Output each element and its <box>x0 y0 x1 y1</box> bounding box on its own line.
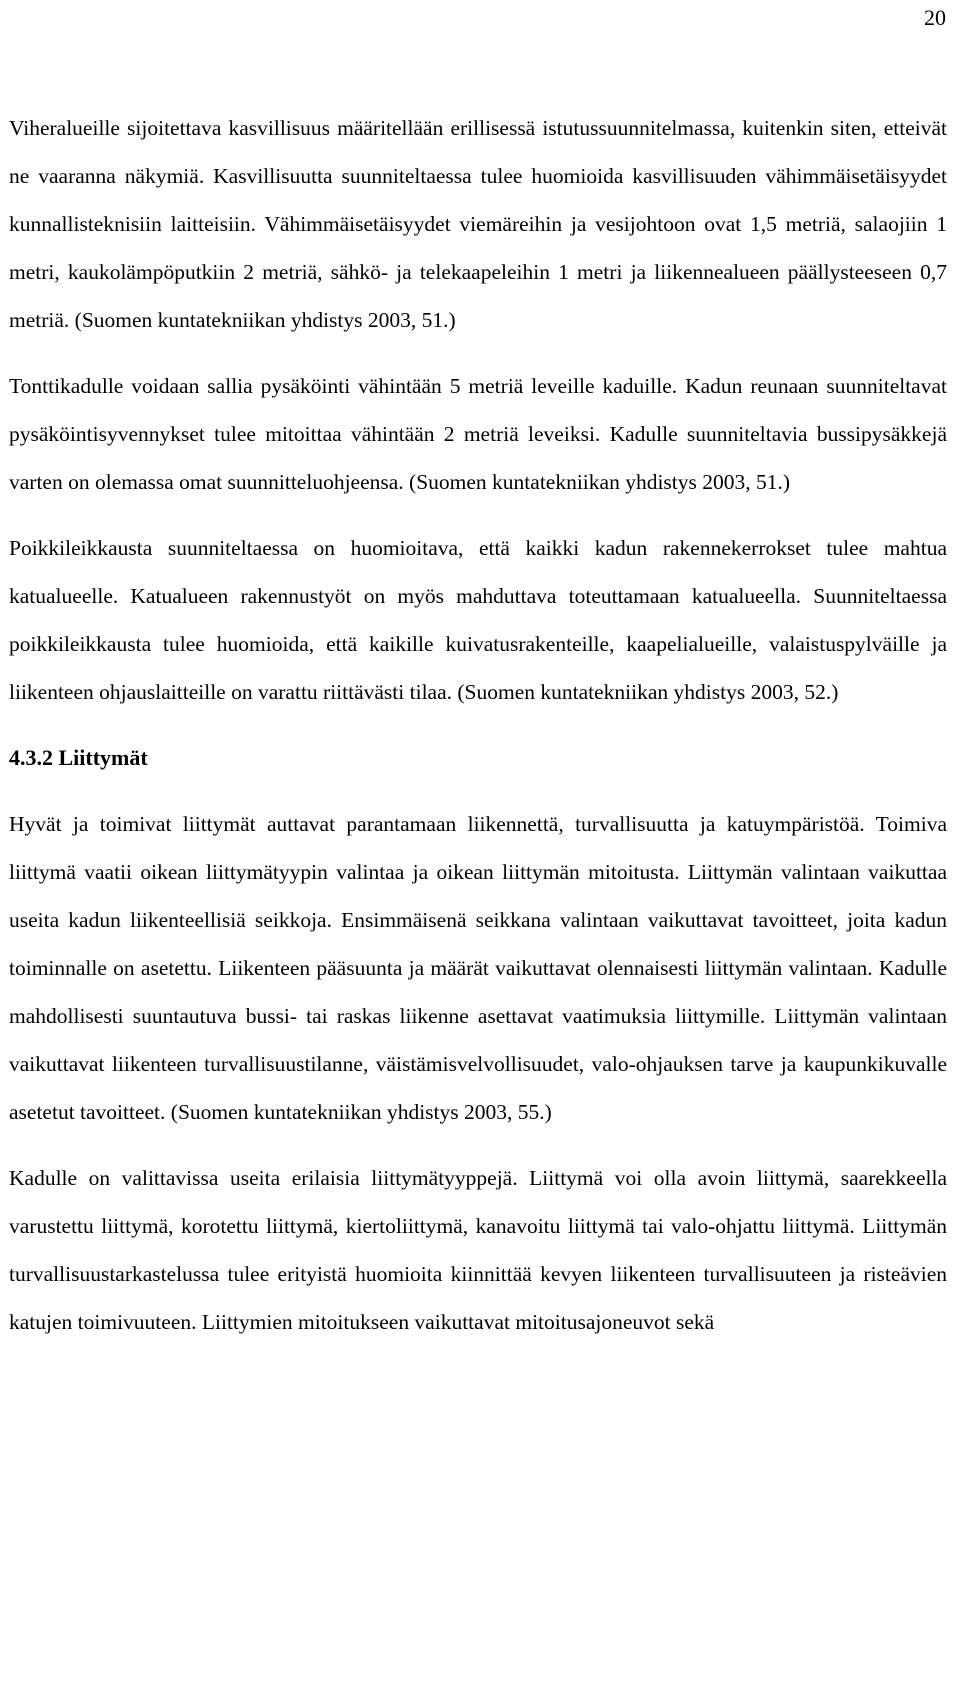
document-body <box>9 104 947 1346</box>
paragraph-junctions: Hyvät ja toimivat liittymät auttavat parantamaan liikennettä, turvallisuutta ja katuympäristöä. Toimiva liittymä vaatii oikean liittymätyypin valintaa ja oikean liittymän mitoitusta. Liittymän valintaan vaikuttaa useita kadun liikenteellisiä seikkoja. Ensimmäisenä seikkana valintaan vaikuttavat tavoitteet, joita kadun toiminnalle on asetettu. Liikenteen pääsuunta ja määrät vaikuttavat olennaisesti liittymän valintaan. Kadulle mahdollisesti suuntautuva bussi- tai raskas liikenne asettavat vaatimuksia liittymille. Liittymän valintaan vaikuttavat liikenteen turvallisuustilanne, väistämisvelvollisuudet, valo-ohjauksen tarve ja kaupunkikuvalle asetetut tavoitteet. (Suomen kuntatekniikan yhdistys 2003, 55.) <box>9 812 947 1124</box>
paragraph-vegetation: Viheralueille sijoitettava kasvillisuus määritellään erillisessä istutussuunnitelmassa, kuitenkin siten, etteivät ne vaaranna näkymiä. Kasvillisuutta suunniteltaessa tulee huomioida kasvillisuuden vähimmäisetäisyydet kunnallisteknisiin laitteisiin. Vähimmäisetäisyydet viemäreihin ja vesijohtoon ovat 1,5 metriä, salaojiin 1 metri, kaukolämpöputkiin 2 metriä, sähkö- ja telekaapeleihin 1 metri ja liikennealueen päällysteeseen 0,7 metriä. (Suomen kuntatekniikan yhdistys 2003, 51.) <box>9 116 947 332</box>
paragraph-cross-section: Poikkileikkausta suunniteltaessa on huomioitava, että kaikki kadun rakennekerrokset tulee mahtua katualueelle. Katualueen rakennustyöt on myös mahduttava toteuttamaan katualueella. Suunniteltaessa poikkileikkausta tulee huomioida, että kaikille kuivatusrakenteille, kaapelialueille, valaistuspylväille ja liikenteen ohjauslaitteille on varattu riittävästi tilaa. (Suomen kuntatekniikan yhdistys 2003, 52.) <box>9 536 947 704</box>
section-heading: 4.3.2 Liittymät <box>9 745 148 770</box>
paragraph-parking: Tonttikadulle voidaan sallia pysäköinti vähintään 5 metriä leveille kaduille. Kadun reunaan suunniteltavat pysäköintisyvennykset tulee mitoittaa vähintään 2 metriä leveiksi. Kadulle suunniteltavia bussipysäkkejä varten on olemassa omat suunnitteluohjeensa. (Suomen kuntatekniikan yhdistys 2003, 51.) <box>9 374 947 494</box>
paragraph-junction-types: Kadulle on valittavissa useita erilaisia liittymätyyppejä. Liittymä voi olla avoin liittymä, saarekkeella varustettu liittymä, korotettu liittymä, kiertoliittymä, kanavoitu liittymä tai valo-ohjattu liittymä. Liittymän turvallisuustarkastelussa tulee erityistä huomioita kiinnittää kevyen liikenteen turvallisuuteen ja risteävien katujen toimivuuteen. Liittymien mitoitukseen vaikuttavat mitoitusajoneuvot sekä <box>9 1166 947 1334</box>
page-number: 20 <box>924 5 946 30</box>
